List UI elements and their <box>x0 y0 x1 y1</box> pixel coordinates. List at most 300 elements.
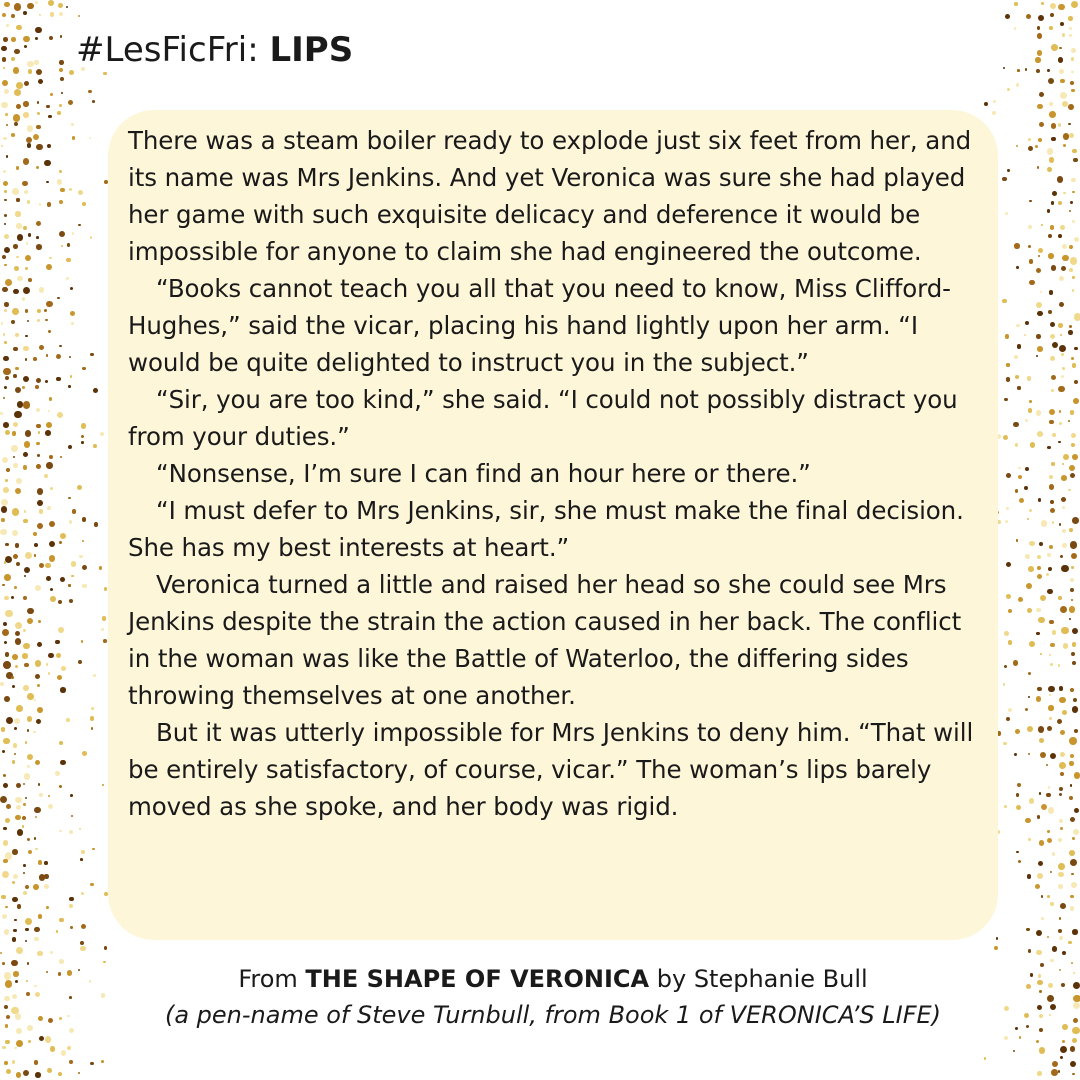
gold-dot <box>1073 1002 1080 1009</box>
gold-dot <box>102 784 104 786</box>
gold-dot <box>1025 467 1029 471</box>
gold-dot <box>1070 257 1078 265</box>
gold-dot <box>80 941 84 945</box>
gold-dot <box>1068 123 1070 125</box>
gold-dot <box>4 696 10 702</box>
gold-dot <box>1 895 5 899</box>
gold-dot <box>11 676 14 679</box>
gold-dot <box>78 15 80 17</box>
gold-dot <box>71 322 74 325</box>
gold-dot <box>49 397 52 400</box>
gold-dot <box>1048 310 1052 314</box>
gold-dot <box>24 190 28 194</box>
gold-dot <box>1039 1047 1045 1053</box>
gold-dot <box>47 1068 52 1073</box>
gold-dot <box>17 276 23 282</box>
excerpt-paragraph: “Nonsense, I’m sure I can find an hour here or there.” <box>156 459 811 488</box>
gold-dot <box>1059 69 1064 74</box>
gold-dot <box>1035 884 1040 889</box>
gold-dot <box>1052 433 1056 437</box>
gold-dot <box>1060 730 1065 735</box>
gold-dot <box>15 1013 21 1019</box>
gold-dot <box>1063 144 1066 147</box>
gold-dot <box>1073 158 1078 163</box>
gold-dot <box>59 785 62 788</box>
gold-dot <box>1038 255 1040 257</box>
gold-dot <box>5 818 10 823</box>
gold-dot <box>26 137 32 143</box>
gold-dot <box>994 946 998 950</box>
gold-dot <box>59 170 62 173</box>
gold-dot <box>15 367 18 370</box>
gold-dot <box>24 575 26 577</box>
gold-dot <box>34 937 38 941</box>
gold-dot <box>1005 520 1008 523</box>
gold-dot <box>1062 367 1065 370</box>
gold-dot <box>1041 520 1047 526</box>
gold-dot <box>69 70 74 75</box>
gold-dot <box>60 77 64 81</box>
gold-dot <box>23 158 29 164</box>
gold-dot <box>13 463 18 468</box>
gold-dot <box>37 500 43 506</box>
gold-dot <box>1072 706 1078 712</box>
gold-dot <box>56 377 61 382</box>
gold-dot <box>1039 1014 1043 1018</box>
gold-dot <box>1047 830 1050 833</box>
gold-dot <box>1069 210 1071 212</box>
gold-dot <box>59 541 62 544</box>
gold-dot <box>1038 974 1042 978</box>
gold-dot <box>27 320 29 322</box>
gold-dot <box>14 753 16 755</box>
gold-dot <box>38 1016 43 1021</box>
gold-dot <box>1070 588 1074 592</box>
gold-dot <box>1068 104 1074 110</box>
gold-dot <box>1050 1004 1056 1010</box>
gold-dot <box>4 1005 8 1009</box>
gold-dot <box>1015 443 1019 447</box>
gold-dot <box>3 840 8 845</box>
gold-dot <box>36 719 41 724</box>
gold-dot <box>1068 330 1073 335</box>
page-title <box>76 28 353 72</box>
gold-dot <box>1 102 7 108</box>
gold-dot <box>35 1 38 4</box>
gold-dot <box>16 1040 23 1047</box>
gold-dot <box>22 653 28 659</box>
gold-dot <box>1050 500 1054 504</box>
gold-dot <box>44 861 48 865</box>
gold-dot <box>1072 191 1074 193</box>
gold-dot <box>1071 71 1074 74</box>
gold-dot <box>1049 545 1054 550</box>
gold-dot <box>1072 837 1074 839</box>
gold-dot <box>46 663 49 666</box>
gold-dot <box>1029 509 1032 512</box>
gold-dot <box>1028 949 1031 952</box>
gold-dot <box>4 190 7 193</box>
gold-dot <box>1058 863 1065 870</box>
gold-dot <box>28 278 32 282</box>
gold-dot <box>1071 443 1075 447</box>
gold-dot <box>1072 149 1076 153</box>
gold-dot <box>70 794 73 797</box>
gold-dot <box>72 509 77 514</box>
gold-dot <box>1006 363 1009 366</box>
credit-author: by Stephanie Bull <box>649 965 868 993</box>
gold-dot <box>1028 245 1032 249</box>
gold-dot <box>1051 1069 1058 1076</box>
gold-dot <box>38 783 41 786</box>
gold-dot <box>3 170 6 173</box>
gold-dot <box>24 510 26 512</box>
gold-dot <box>1059 302 1064 307</box>
gold-dot <box>22 181 28 187</box>
gold-dot <box>70 926 73 929</box>
gold-dot <box>1052 191 1057 196</box>
gold-dot <box>28 1040 31 1043</box>
gold-dot <box>1059 523 1062 526</box>
gold-dot <box>1003 742 1007 746</box>
gold-dot <box>1047 553 1051 557</box>
gold-dot <box>11 596 14 599</box>
gold-dot <box>82 565 87 570</box>
gold-dot <box>1004 805 1007 808</box>
gold-dot <box>57 297 59 299</box>
gold-dot <box>1026 1025 1029 1028</box>
gold-dot <box>5 610 12 617</box>
gold-dot <box>1047 726 1052 731</box>
gold-dot <box>27 962 30 965</box>
gold-dot <box>6 468 10 472</box>
gold-dot <box>1004 665 1007 668</box>
gold-dot <box>82 584 86 588</box>
gold-dot <box>1070 541 1077 548</box>
gold-dot <box>17 904 22 909</box>
gold-dot <box>22 816 26 820</box>
gold-dot <box>34 554 37 557</box>
gold-dot <box>82 202 86 206</box>
gold-dot <box>100 432 104 436</box>
gold-dot <box>1068 420 1070 422</box>
gold-dot <box>1049 654 1051 656</box>
gold-dot <box>1071 89 1074 92</box>
gold-dot <box>12 188 19 195</box>
gold-dot <box>1016 805 1021 810</box>
gold-dot <box>77 485 82 490</box>
gold-dot <box>1036 334 1041 339</box>
gold-dot <box>1008 708 1012 712</box>
gold-dot <box>70 375 73 378</box>
gold-dot <box>1015 1027 1018 1030</box>
gold-dot <box>11 57 15 61</box>
gold-dot <box>48 804 53 809</box>
gold-dot <box>36 236 39 239</box>
gold-dot <box>50 487 54 491</box>
gold-dot <box>14 718 20 724</box>
gold-dot <box>2 914 7 919</box>
gold-dot <box>46 462 52 468</box>
gold-dot <box>1060 903 1066 909</box>
gold-dot <box>1072 220 1075 223</box>
gold-dot <box>996 937 999 940</box>
gold-dot <box>1048 78 1054 84</box>
gold-dot <box>1028 146 1033 151</box>
gold-dot <box>61 666 66 671</box>
gold-dot <box>27 765 30 768</box>
gold-dot <box>28 850 32 854</box>
gold-dot <box>1016 83 1020 87</box>
gold-dot <box>1061 627 1068 634</box>
gold-dot <box>81 892 84 895</box>
gold-dot <box>1063 454 1069 460</box>
gold-dot <box>5 1024 9 1028</box>
gold-dot <box>1061 353 1064 356</box>
gold-dot <box>1071 57 1075 61</box>
gold-dot <box>0 412 2 414</box>
gold-dot <box>27 729 29 731</box>
gold-dot <box>1062 543 1067 548</box>
gold-dot <box>68 445 72 449</box>
gold-dot <box>35 585 41 591</box>
gold-dot <box>1050 225 1055 230</box>
gold-dot <box>1050 322 1055 327</box>
gold-dot <box>71 123 74 126</box>
gold-dot <box>80 946 85 951</box>
gold-dot <box>22 825 24 827</box>
gold-dot <box>11 14 15 18</box>
gold-dot <box>1006 562 1011 567</box>
gold-dot <box>1070 410 1074 414</box>
gold-dot <box>6 124 8 126</box>
gold-dot <box>1048 786 1050 788</box>
gold-dot <box>16 166 19 169</box>
gold-dot <box>1068 941 1072 945</box>
gold-dot <box>1061 375 1064 378</box>
gold-dot <box>1058 1070 1060 1072</box>
gold-dot <box>60 456 62 458</box>
gold-dot <box>2 13 6 17</box>
gold-dot <box>66 277 69 280</box>
gold-dot <box>1003 67 1005 69</box>
gold-dot <box>103 72 106 75</box>
gold-dot <box>33 731 35 733</box>
gold-dot <box>38 620 41 623</box>
gold-dot <box>16 198 19 201</box>
gold-dot <box>1070 817 1075 822</box>
gold-dot <box>16 805 21 810</box>
book-title: THE SHAPE OF VERONICA <box>305 965 650 993</box>
gold-dot <box>1062 33 1066 37</box>
gold-dot <box>1069 245 1073 249</box>
gold-dot <box>27 3 33 9</box>
gold-dot <box>992 111 997 116</box>
gold-dot <box>3 783 8 788</box>
gold-dot <box>1050 959 1053 962</box>
gold-dot <box>15 211 20 216</box>
gold-dot <box>89 137 91 139</box>
gold-dot <box>1069 850 1075 856</box>
gold-dot <box>1003 435 1008 440</box>
gold-dot <box>36 408 40 412</box>
gold-dot <box>33 884 39 890</box>
gold-dot <box>57 675 62 680</box>
gold-dot <box>3 661 11 669</box>
gold-dot <box>1037 873 1043 879</box>
gold-dot <box>2 57 7 62</box>
gold-dot <box>1037 166 1039 168</box>
gold-dot <box>13 874 18 879</box>
gold-dot <box>1040 653 1043 656</box>
gold-dot <box>1025 554 1030 559</box>
gold-dot <box>1014 27 1017 30</box>
gold-dot <box>1058 201 1062 205</box>
gold-dot <box>1038 138 1042 142</box>
gold-dot <box>1060 79 1064 83</box>
gold-dot <box>1073 995 1080 1002</box>
gold-dot <box>26 980 28 982</box>
gold-dot <box>25 928 28 931</box>
gold-dot <box>1058 929 1062 933</box>
gold-dot <box>1050 871 1052 873</box>
gold-dot <box>14 919 17 922</box>
gold-dot <box>1047 148 1053 154</box>
gold-dot <box>1047 895 1050 898</box>
gold-dot <box>11 320 15 324</box>
gold-dot <box>1041 804 1047 810</box>
gold-dot <box>1057 176 1063 182</box>
gold-dot <box>1073 1018 1078 1023</box>
gold-dot <box>67 243 71 247</box>
gold-dot <box>1073 398 1079 404</box>
gold-dot <box>36 144 42 150</box>
gold-dot <box>46 264 52 270</box>
gold-dot <box>1018 597 1023 602</box>
gold-dot <box>1029 259 1034 264</box>
gold-dot <box>2 80 8 86</box>
gold-dot <box>14 411 21 418</box>
gold-dot <box>12 994 17 999</box>
gold-dot <box>48 115 52 119</box>
gold-dot <box>1013 1050 1015 1052</box>
gold-dot <box>23 401 30 408</box>
gold-dot <box>1047 589 1053 595</box>
gold-dot <box>16 947 23 954</box>
gold-dot <box>90 716 94 720</box>
gold-dot <box>4 386 7 389</box>
gold-dot <box>34 985 37 988</box>
gold-dot <box>15 387 21 393</box>
gold-dot <box>1036 355 1038 357</box>
gold-dot <box>1039 840 1045 846</box>
gold-dot <box>1058 386 1065 393</box>
gold-dot <box>4 574 10 580</box>
gold-dot <box>36 464 41 469</box>
gold-dot <box>34 807 41 814</box>
gold-dot <box>13 67 19 73</box>
gold-dot <box>23 287 30 294</box>
gold-dot <box>12 685 15 688</box>
gold-dot <box>69 897 74 902</box>
gold-dot <box>24 45 27 48</box>
gold-dot <box>1028 696 1030 698</box>
gold-dot <box>1069 618 1071 620</box>
gold-dot <box>1041 917 1044 920</box>
gold-dot <box>23 519 27 523</box>
gold-dot <box>1059 697 1065 703</box>
gold-dot <box>1057 719 1062 724</box>
gold-dot <box>36 442 39 445</box>
gold-dot <box>1040 963 1044 967</box>
gold-dot <box>37 112 40 115</box>
gold-dot <box>34 927 39 932</box>
gold-dot <box>17 234 23 240</box>
gold-dot <box>1051 44 1058 51</box>
gold-dot <box>24 567 30 573</box>
gold-dot <box>1047 838 1052 843</box>
gold-dot <box>1 727 6 732</box>
gold-dot <box>44 884 49 889</box>
gold-dot <box>25 918 32 925</box>
gold-dot <box>1039 1028 1043 1032</box>
gold-dot <box>68 584 70 586</box>
gold-dot <box>1060 1046 1067 1053</box>
gold-dot <box>1060 752 1065 757</box>
gold-dot <box>15 797 21 803</box>
gold-dot <box>6 1015 10 1019</box>
gold-dot <box>59 231 65 237</box>
gold-dot <box>1059 345 1066 352</box>
gold-dot <box>13 289 19 295</box>
gold-dot <box>2 1046 6 1050</box>
gold-dot <box>88 90 91 93</box>
gold-dot <box>35 816 37 818</box>
gold-dot <box>38 79 43 84</box>
gold-dot <box>1037 1005 1042 1010</box>
gold-dot <box>34 60 38 64</box>
gold-dot <box>50 951 53 954</box>
gold-dot <box>50 596 56 602</box>
gold-dot <box>5 652 10 657</box>
gold-dot <box>1074 237 1079 242</box>
gold-dot <box>78 1072 80 1074</box>
gold-dot <box>101 993 105 997</box>
gold-dot <box>102 616 106 620</box>
gold-dot <box>3 622 7 626</box>
gold-dot <box>15 631 20 636</box>
gold-dot <box>46 576 51 581</box>
gold-dot <box>25 309 29 313</box>
gold-dot <box>1072 276 1075 279</box>
gold-dot <box>1003 683 1005 685</box>
gold-dot <box>92 848 94 850</box>
gold-dot <box>1074 347 1078 351</box>
gold-dot <box>2 629 9 636</box>
gold-dot <box>81 924 86 929</box>
gold-dot <box>1016 851 1018 853</box>
gold-dot <box>1026 583 1032 589</box>
gold-dot <box>56 930 59 933</box>
gold-dot <box>6 155 8 157</box>
gold-dot <box>1069 34 1072 37</box>
gold-dot <box>984 1057 986 1059</box>
gold-dot <box>69 904 74 909</box>
gold-dot <box>1060 225 1065 230</box>
gold-dot <box>1074 380 1078 384</box>
gold-dot <box>1069 133 1074 138</box>
gold-dot <box>82 751 87 756</box>
